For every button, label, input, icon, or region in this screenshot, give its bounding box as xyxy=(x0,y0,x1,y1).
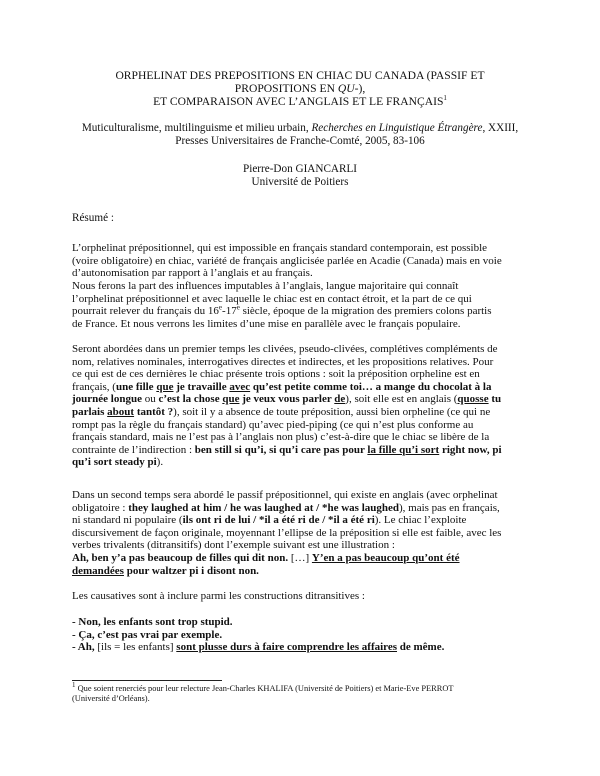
abstract-paragraph-3: Seront abordées dans un premier temps les clivées, pseudo-clivées, complétives compléments de nom, relatives nominales, interrogatives directes et indirectes, et les propositions relatives. Pour ce qui est de ces dernières le chiac présente trois options : soit la préposition orpheline est en français, (une fille que je travaille avec qu’est petite comme toi… a mange du chocolat à la journée longue ou c’est la chose que je veux vous parler de), soit elle est en anglais (quosse tu parlais about tantôt ?), soit il y a absence de toute préposition, aussi bien orpheline (ce qui ne rompt pas la règle du français standard) qu’avec pied-piping (ce qui n’est plus conforme au français standard, mais ne l’est pas à l’anglais non plus) c’est-à-dire que le chiac se libère de la contrainte de l’indirection : ben still si qu’i, si qu’i care pas pour la fille qu’i sort right now, pi qu’i sort steady pi). xyxy=(72,343,502,469)
title-line-3: ET COMPARAISON AVEC L’ANGLAIS ET LE FRANÇAIS$^1$ xyxy=(153,94,447,108)
abstract-paragraph-5: Les causatives sont à inclure parmi les constructions ditransitives : xyxy=(72,590,365,602)
abstract-heading: Résumé : xyxy=(72,212,114,224)
source-citation: Muticulturalisme, multilinguisme et milieu urbain, Recherches en Linguistique Étrangère, XXIII, Presses Universitaires de Franche-Comté, 2005, 83-106 xyxy=(81,122,519,147)
author-name: Pierre-Don GIANCARLI xyxy=(242,163,358,175)
paper-title xyxy=(95,69,505,108)
author-block xyxy=(150,163,450,189)
abstract-paragraph-4: Dans un second temps sera abordé le passif prépositionnel, qui existe en anglais (avec orphelinat obligatoire : they laughed at him / he was laughed at / *he was laughed), mais pas en français, ni standard ni populaire (ils ont ri de lui / *il a été ri de / *il a été ri). Le chiac l’exploite discursivement de façon originale, moyennant l’ellipse de la préposition si elle est faible, avec les verbes trivalents (ditransitifs) dont l’exemple suivant est une illustration : Ah, ben y’a pas beaucoup de filles qui dit non. […] Y’en a pas beaucoup qu’ont été demandées pour waltzer pi i disont non. xyxy=(72,489,502,577)
title-line-2: PROPOSITIONS EN QU-), xyxy=(234,82,366,95)
footnote-rule xyxy=(72,680,222,681)
example-2: - Ça, c’est pas vrai par exemple. xyxy=(72,628,223,641)
example-list xyxy=(72,616,530,654)
abstract-paragraph-1: L’orphelinat prépositionnel, qui est impossible en français standard contemporain, est possible (voire obligatoire) en chiac, variété de français anglicisée parlée en Acadie (Canada) mais en voie d’autonomisation par rapport à l’anglais et au français. xyxy=(72,242,502,280)
example-3: - Ah, [ils = les enfants] sont plusse durs à faire comprendre les affaires de même. xyxy=(72,641,445,654)
title-line-1: ORPHELINAT DES PREPOSITIONS EN CHIAC DU CANADA (PASSIF ET xyxy=(115,69,485,82)
abstract-paragraph-2: Nous ferons la part des influences imputables à l’anglais, langue majoritaire qui connaît l’orphelinat prépositionnel et avec laquelle le chiac est en contact étroit, et la part de ce qui pourrait relever du français du 16e-17e siècle, époque de la migration des premiers colons partis de France. Et nous verrons les limites d’une mise en parallèle avec le français populaire. xyxy=(72,280,492,330)
author-affiliation: Université de Poitiers xyxy=(251,176,349,188)
footnote: $^1$ Que soient renerciés pour leur relecture Jean-Charles KHALIFA (Université de Poitiers) et Marie-Eve PERROT (Université d’Orléans). xyxy=(72,681,454,703)
footnote-mark: 1 xyxy=(72,681,76,690)
footnote-ref[interactable]: 1 xyxy=(443,94,447,103)
example-1: - Non, les enfants sont trop stupid. xyxy=(72,616,233,628)
journal-name: Recherches en Linguistique Étrangère xyxy=(311,122,483,134)
